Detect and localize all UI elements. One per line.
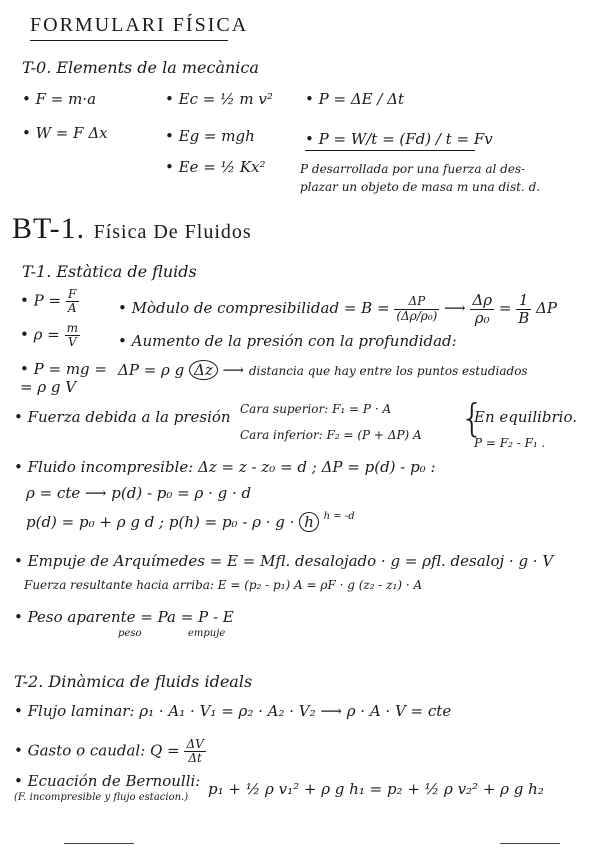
- bulk-denominator-2: ρ₀: [474, 308, 490, 327]
- density-equals: =: [47, 325, 60, 344]
- depth-delta-z: Δz: [189, 360, 218, 380]
- flow-rate: [14, 738, 206, 765]
- depth-pressure-label: • Aumento de la presión con la profundidad:: [118, 332, 457, 350]
- bt1-heading: [12, 212, 252, 246]
- incompressible-fluid-line3: [26, 512, 355, 532]
- footer-line-right: [500, 843, 560, 844]
- incompressible-fluid-line2: ρ = cte ⟶ p(d) - p₀ = ρ · g · d: [26, 484, 252, 502]
- apparent-weight-peso: peso: [118, 628, 142, 639]
- equilibrium-formula: P = F₂ - F₁ .: [474, 436, 546, 450]
- bulk-delta-p: ΔP: [536, 299, 557, 317]
- formula-work: • W = F Δx: [22, 124, 108, 142]
- archimedes-line2: Fuerza resultante hacia arriba: E = (p₂ - p₁) A = ρF · g (z₂ - z₁) · A: [24, 578, 423, 592]
- formula-power: • P = ΔE / Δt: [305, 90, 405, 108]
- bulk-equals-2: =: [498, 299, 512, 317]
- formula-depth-pressure: [118, 360, 528, 380]
- bulk-one: 1: [516, 292, 531, 310]
- bernoulli-equation: p₁ + ½ ρ v₁² + ρ g h₁ = p₂ + ½ ρ v₂² + ρ g h₂: [208, 780, 544, 798]
- density-numerator: m: [66, 321, 78, 335]
- t2-heading: T-2. Dinàmica de fluids ideals: [14, 672, 253, 691]
- footer-line-left: [64, 843, 134, 844]
- t1-heading: T-1. Estàtica de fluids: [22, 262, 197, 281]
- flow-rate-numerator: ΔV: [186, 737, 204, 751]
- pressure-force-label: • Fuerza debida a la presión: [14, 408, 231, 426]
- flow-rate-label: • Gasto o caudal: Q =: [14, 741, 180, 760]
- formula-power-expanded: • P = W/t = (Fd) / t = Fv: [305, 130, 493, 148]
- formula-elastic-energy: • Ee = ½ Kx²: [165, 158, 266, 176]
- pressure-denominator: A: [67, 301, 77, 316]
- power-underline: [305, 150, 475, 151]
- formula-gravitational-energy: • Eg = mgh: [165, 127, 255, 145]
- formula-weight-line2: = ρ g V: [20, 378, 77, 396]
- formula-force: • F = m·a: [22, 90, 97, 108]
- t0-heading: T-0. Elements de la mecànica: [22, 58, 259, 77]
- incompressible-h: h: [299, 512, 319, 532]
- incompressible-h-note: h = -d: [323, 511, 355, 522]
- formula-density: • ρ = $\frac{m}{V}$: [20, 321, 78, 350]
- bulk-denominator: (Δρ/ρ₀): [396, 308, 438, 323]
- lower-face-force: Cara inferior: F₂ = (P + ΔP) A: [240, 428, 422, 442]
- pressure-symbol: P: [33, 291, 44, 310]
- bulk-numerator-2: Δρ: [472, 291, 493, 309]
- bulk-label: • Mòdulo de compresibilidad = B =: [118, 299, 390, 317]
- pressure-numerator: F: [66, 288, 79, 302]
- laminar-flow: • Flujo laminar: ρ₁ · A₁ · V₁ = ρ₂ · A₂ · V₂ ⟶ ρ · A · V = cte: [14, 702, 452, 720]
- formula-pressure: • P = $\frac{F}{A}$: [20, 287, 77, 316]
- power-note-line2: plazar un objeto de masa m una dist. d.: [300, 180, 541, 194]
- depth-note: distancia que hay entre los puntos estudiados: [248, 364, 528, 378]
- equilibrium-label: En equilibrio.: [474, 408, 578, 426]
- upper-face-force: Cara superior: F₁ = P · A: [240, 402, 392, 416]
- incompressible-fluid-line1: • Fluido incompresible: Δz = z - z₀ = d ; ΔP = p(d) - p₀ :: [14, 458, 436, 476]
- bernoulli-label: • Ecuación de Bernoulli:: [14, 772, 201, 790]
- incompressible-depth-formula: p(d) = p₀ + ρ g d ; p(h) = p₀ - ρ · g ·: [26, 513, 295, 531]
- page-title: FORMULARI FÍSICA: [30, 14, 249, 36]
- depth-equation: ΔP = ρ g: [118, 361, 185, 379]
- bulk-arrow: ⟶: [444, 299, 466, 317]
- pressure-equals: =: [48, 291, 62, 310]
- bt1-prefix: BT-1.: [12, 212, 86, 245]
- formula-bulk-modulus: [118, 292, 557, 326]
- bulk-B: B: [518, 308, 530, 327]
- apparent-weight-empuje: empuje: [188, 628, 226, 639]
- formula-kinetic-energy: • Ec = ½ m v²: [165, 90, 273, 108]
- depth-arrow: ⟶: [222, 361, 245, 379]
- flow-rate-denominator: Δt: [188, 751, 202, 766]
- formula-weight-line1: • P = mg =: [20, 360, 107, 378]
- bt1-title: Física De Fluidos: [93, 221, 252, 243]
- power-note-line1: P desarrollada por una fuerza al des-: [300, 162, 526, 176]
- apparent-weight: • Peso aparente = Pa = P - E: [14, 608, 234, 626]
- bernoulli-note: (F. incompresible y flujo estacion.): [14, 792, 189, 803]
- equilibrium-brace: {: [460, 396, 485, 440]
- title-underline: [30, 40, 228, 41]
- archimedes-line1: • Empuje de Arquímedes = E = Mfl. desalojado · g = ρfl. desaloj · g · V: [14, 552, 554, 570]
- density-denominator: V: [67, 335, 77, 350]
- bulk-numerator: ΔP: [394, 295, 439, 309]
- density-symbol: ρ: [33, 325, 43, 344]
